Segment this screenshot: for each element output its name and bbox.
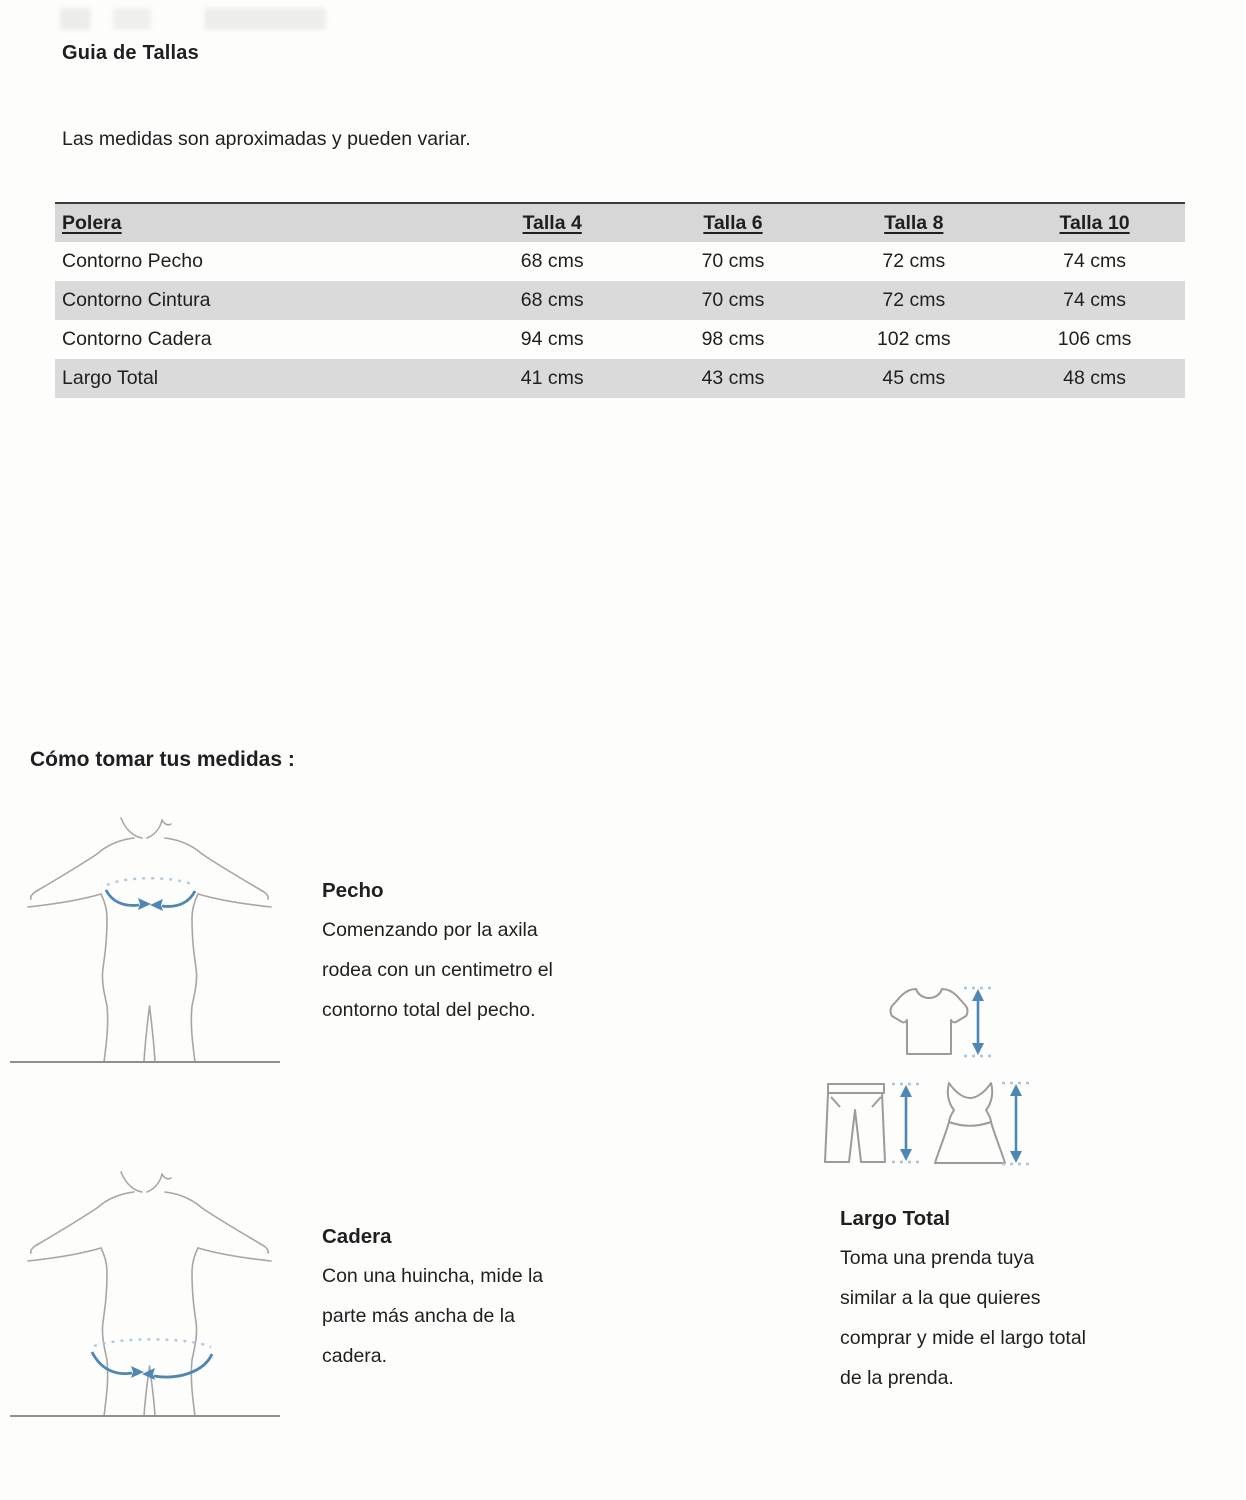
dress-icon [935,1083,1005,1163]
pecho-title: Pecho [322,879,384,902]
tshirt-length-arrow-icon [964,988,992,1056]
pecho-line: rodea con un centimetro el [322,959,553,981]
cadera-section [322,1218,543,1376]
pecho-line: Comenzando por la axila [322,919,538,941]
row-label: Contorno Cintura [62,289,211,311]
cell-value: 72 cms [882,289,946,311]
page-title: Guia de Tallas [62,42,199,64]
column-header-polera: Polera [62,211,122,234]
cell-value: 68 cms [520,289,584,311]
cell-value: 106 cms [1057,328,1132,350]
garment-length-icons [818,980,1048,1180]
cadera-line: Con una huincha, mide la [322,1265,544,1287]
largo-total-title: Largo Total [840,1207,951,1230]
largo-total-section [840,1200,1086,1398]
largo-total-line: similar a la que quieres [840,1287,1041,1309]
column-header-talla-6: Talla 6 [703,211,763,234]
cell-value: 102 cms [876,328,951,350]
cadera-line: cadera. [322,1345,388,1367]
cell-value: 68 cms [520,250,584,272]
table-row-contorno-cadera [55,320,1185,359]
cell-value: 74 cms [1063,289,1127,311]
pants-icon [825,1084,885,1162]
cell-value: 43 cms [701,367,765,389]
cell-value: 70 cms [701,250,765,272]
largo-total-line: de la prenda. [840,1367,954,1389]
table-row-largo-total [55,359,1185,398]
row-label: Contorno Pecho [62,250,203,272]
body-hip-measure-figure-icon [8,1166,288,1422]
largo-total-line: comprar y mide el largo total [840,1327,1087,1349]
size-table-header-row [55,203,1185,242]
row-label: Contorno Cadera [62,328,212,350]
page-subtitle: Las medidas son aproximadas y pueden variar. [62,128,471,150]
pants-length-arrow-icon [892,1084,920,1162]
cell-value: 41 cms [520,367,584,389]
cell-value: 72 cms [882,250,946,272]
cell-value: 45 cms [882,367,946,389]
tshirt-icon [891,989,968,1054]
cadera-title: Cadera [322,1225,392,1248]
dress-length-arrow-icon [1002,1083,1030,1164]
largo-total-line: Toma una prenda tuya [840,1247,1035,1269]
body-chest-measure-figure-icon [8,812,288,1068]
cell-value: 98 cms [701,328,765,350]
pecho-section [322,872,553,1030]
cell-value: 94 cms [520,328,584,350]
column-header-talla-8: Talla 8 [884,211,944,234]
row-label: Largo Total [62,367,159,389]
column-header-talla-10: Talla 10 [1059,211,1130,234]
size-table [55,202,1185,398]
cadera-line: parte más ancha de la [322,1305,515,1327]
table-row-contorno-pecho [55,242,1185,281]
cell-value: 48 cms [1063,367,1127,389]
cell-value: 74 cms [1063,250,1127,272]
cell-value: 70 cms [701,289,765,311]
how-to-measure-heading: Cómo tomar tus medidas : [30,748,295,771]
pecho-line: contorno total del pecho. [322,999,536,1021]
table-row-contorno-cintura [55,281,1185,320]
column-header-talla-4: Talla 4 [522,211,582,234]
cropped-text-artifact [60,8,440,30]
